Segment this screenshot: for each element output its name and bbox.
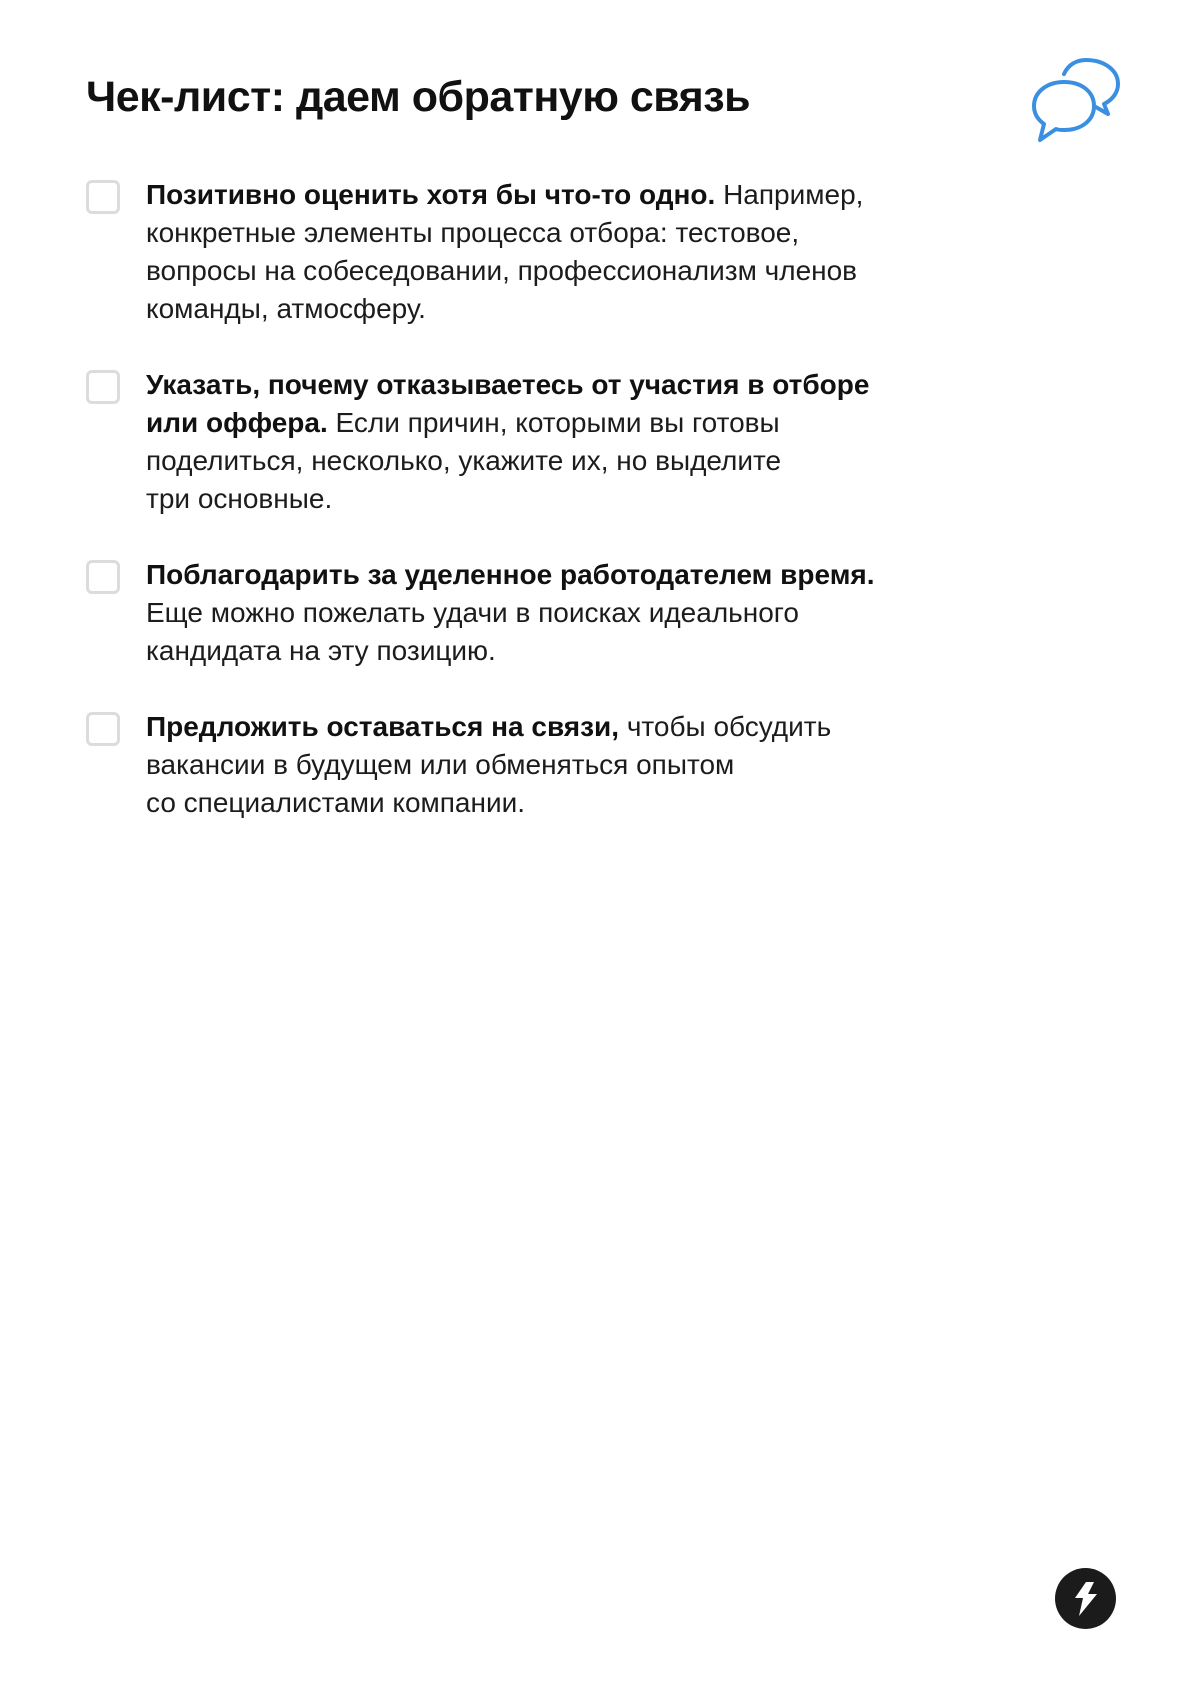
item-text-line: Если причин, которыми вы готовы	[327, 407, 780, 438]
item-text-line: вопросы на собеседовании, профессионализм членов	[146, 255, 858, 286]
checkbox[interactable]	[86, 560, 120, 594]
brand-logo	[1055, 1568, 1116, 1629]
checkbox[interactable]	[86, 180, 120, 214]
item-bold-text: Предложить оставаться на связи,	[146, 711, 620, 742]
checklist-item	[86, 708, 966, 822]
checklist-item-text	[146, 176, 863, 328]
item-bold-text: Указать, почему отказываетесь от участия в отборе	[146, 369, 870, 400]
item-text-line: поделиться, несколько, укажите их, но выделите	[146, 445, 782, 476]
item-text-line: вакансии в будущем или обменяться опытом	[146, 749, 735, 780]
item-text-line: конкретные элементы процесса отбора: тестовое,	[146, 217, 800, 248]
item-text-line: Еще можно пожелать удачи в поисках идеального	[146, 597, 799, 628]
checklist-item-text	[146, 708, 831, 822]
item-text-line: три основные.	[146, 483, 333, 514]
checklist-item	[86, 366, 966, 518]
item-text-line: кандидата на эту позицию.	[146, 635, 496, 666]
checklist	[86, 176, 966, 860]
item-text-line: со специалистами компании.	[146, 787, 526, 818]
checklist-item	[86, 556, 966, 670]
chat-bubbles-icon	[1030, 52, 1122, 144]
item-bold-text: Позитивно оценить хотя бы что-то одно.	[146, 179, 716, 210]
item-bold-text: Поблагодарить за уделенное работодателем время.	[146, 559, 875, 590]
item-text-line: чтобы обсудить	[619, 711, 832, 742]
checklist-item-text	[146, 366, 869, 518]
lightning-logo-icon	[1069, 1579, 1103, 1619]
item-bold-text: или оффера.	[146, 407, 328, 438]
checkbox[interactable]	[86, 370, 120, 404]
checkbox[interactable]	[86, 712, 120, 746]
item-text-line: Например,	[715, 179, 864, 210]
checklist-item-text	[146, 556, 875, 670]
page-title: Чек-лист: даем обратную связь	[86, 73, 751, 121]
item-text-line: команды, атмосферу.	[146, 293, 426, 324]
checklist-item	[86, 176, 966, 328]
